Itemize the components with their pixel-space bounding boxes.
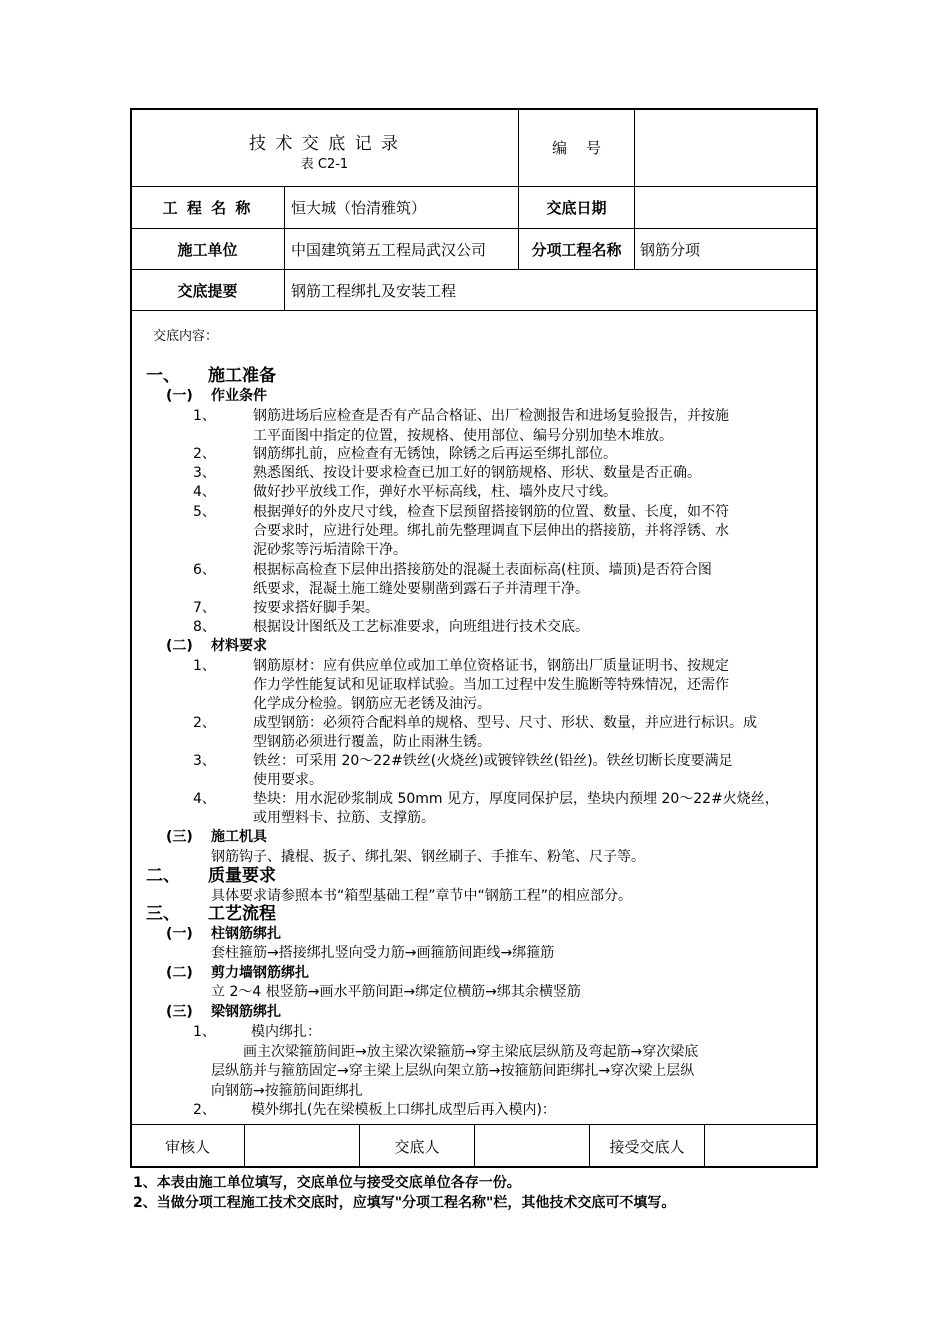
subsection-number: (一): [166, 388, 193, 404]
item-number: 2、: [193, 715, 216, 731]
subsection-number: (二): [166, 965, 193, 981]
item-text: 根据设计图纸及工艺标准要求，向班组进行技术交底。: [253, 619, 589, 635]
item-text: 根据弹好的外皮尺寸线，检查下层预留搭接钢筋的位置、数量、长度，如不符: [253, 504, 729, 520]
subsection-heading: 材料要求: [211, 638, 267, 654]
paragraph-text: 画主次梁箍筋间距→放主梁次梁箍筋→穿主梁底层纵筋及弯起筋→穿次梁底: [243, 1044, 699, 1060]
item-text: 按要求搭好脚手架。: [253, 600, 379, 616]
item-text: 成型钢筋：必须符合配料单的规格、型号、尺寸、形状、数量，并应进行标识。成: [253, 715, 757, 731]
section-number: 二、: [146, 866, 180, 886]
col-divider: [284, 186, 285, 310]
number-label: 编 号: [551, 139, 602, 157]
item-text: 钢筋原材：应有供应单位或加工单位资格证书，钢筋出厂质量证明书、按规定: [253, 658, 729, 674]
item-text-continued: 作力学性能复试和见证取样试验。当加工过程中发生脆断等特殊情况，还需作: [253, 677, 729, 693]
project-name-label: 工 程 名 称: [162, 199, 253, 217]
item-number: 1、: [193, 658, 216, 674]
paragraph-text: 具体要求请参照本书“箱型基础工程”章节中“钢筋工程”的相应部分。: [211, 888, 633, 904]
section-heading: 施工准备: [208, 366, 276, 386]
subsection-heading: 梁钢筋绑扎: [211, 1004, 281, 1020]
item-number: 5、: [193, 504, 216, 520]
presenter-label: 交底人: [394, 1137, 440, 1156]
section-number: 一、: [146, 366, 180, 386]
item-text: 根据标高检查下层伸出搭接筋处的混凝土表面标高(柱顶、墙顶)是否符合图: [253, 562, 712, 578]
item-number: 6、: [193, 562, 216, 578]
footnote: 2、当做分项工程施工技术交底时，应填写"分项工程名称"栏，其他技术交底可不填写。: [133, 1195, 676, 1211]
item-number: 2、: [193, 1102, 216, 1118]
row-divider: [131, 310, 817, 311]
item-text: 做好抄平放线工作，弹好水平标高线，柱、墙外皮尺寸线。: [253, 484, 617, 500]
footnote: 1、本表由施工单位填写，交底单位与接受交底单位各存一份。: [133, 1175, 521, 1191]
item-text-continued: 工平面图中指定的位置，按规格、使用部位、编号分别加垫木堆放。: [253, 428, 673, 444]
item-number: 3、: [193, 753, 216, 769]
item-text: 铁丝：可采用 20～22#铁丝(火烧丝)或镀锌铁丝(铅丝)。铁丝切断长度要满足: [253, 753, 733, 769]
item-text-continued: 型钢筋必须进行覆盖，防止雨淋生锈。: [253, 734, 491, 750]
subsection-heading: 施工机具: [211, 829, 267, 845]
item-text: 钢筋绑扎前，应检查有无锈蚀，除锈之后再运至绑扎部位。: [253, 446, 617, 462]
presenter-field[interactable]: [475, 1125, 589, 1167]
contractor-label: 施工单位: [177, 240, 238, 259]
subsection-heading: 柱钢筋绑扎: [211, 926, 281, 942]
item-number: 1、: [193, 1024, 216, 1040]
subsection-number: (一): [166, 926, 193, 942]
item-number: 7、: [193, 600, 216, 616]
item-text-continued: 合要求时，应进行处理。绑扎前先整理调直下层伸出的搭接筋，并将浮锈、水: [253, 523, 729, 539]
item-text: 钢筋进场后应检查是否有产品合格证、出厂检测报告和进场复验报告，并按施: [253, 408, 729, 424]
reviewer-field[interactable]: [245, 1125, 359, 1167]
section-heading: 工艺流程: [208, 904, 276, 924]
item-text-continued: 化学成分检验。钢筋应无老锈及油污。: [253, 696, 491, 712]
form-number: 表 C2-1: [300, 156, 349, 172]
subsection-number: (二): [166, 638, 193, 654]
paragraph-text: 向钢筋→按箍筋间距绑扎: [211, 1083, 363, 1099]
content-intro: 交底内容：: [153, 329, 219, 344]
section-number: 三、: [146, 904, 180, 924]
subsection-number: (三): [166, 1004, 193, 1020]
item-text-continued: 或用塑料卡、拉筋、支撑筋。: [253, 810, 435, 826]
item-number: 8、: [193, 619, 216, 635]
subsection-heading: 作业条件: [211, 388, 267, 404]
paragraph-text: 钢筋钩子、撬棍、扳子、绑扎架、钢丝刷子、手推车、粉笔、尺子等。: [211, 849, 645, 865]
receiver-label: 接受交底人: [609, 1137, 685, 1156]
subsection-number: (三): [166, 829, 193, 845]
subproject-value: 钢筋分项: [640, 240, 701, 259]
summary-label: 交底提要: [177, 281, 238, 300]
item-text-continued: 使用要求。: [253, 772, 323, 788]
project-name-value: 恒大城（怡清雅筑）: [291, 199, 427, 217]
item-number: 3、: [193, 465, 216, 481]
subsection-heading: 剪力墙钢筋绑扎: [211, 965, 309, 981]
date-label: 交底日期: [546, 199, 607, 217]
subproject-label: 分项工程名称: [531, 240, 622, 259]
item-text: 熟悉图纸、按设计要求检查已加工好的钢筋规格、形状、数量是否正确。: [253, 465, 701, 481]
item-number: 2、: [193, 446, 216, 462]
item-text: 模外绑扎(先在梁模板上口绑扎成型后再入模内)：: [251, 1102, 556, 1118]
paragraph-text: 套柱箍筋→搭接绑扎竖向受力筋→画箍筋间距线→绑箍筋: [211, 945, 555, 961]
reviewer-label: 审核人: [164, 1137, 210, 1156]
item-number: 4、: [193, 484, 216, 500]
date-field[interactable]: [636, 187, 816, 228]
item-number: 4、: [193, 791, 216, 807]
item-text: 模内绑扎：: [251, 1024, 321, 1040]
number-field[interactable]: [636, 109, 816, 186]
item-text-continued: 纸要求，混凝土施工缝处要剔凿到露石子并清理干净。: [253, 581, 589, 597]
item-number: 1、: [193, 408, 216, 424]
item-text-continued: 泥砂浆等污垢清除干净。: [253, 542, 407, 558]
item-text: 垫块：用水泥砂浆制成 50mm 见方，厚度同保护层，垫块内预埋 20～22#火烧丝，: [253, 791, 779, 807]
form-title: 技 术 交 底 记 录: [248, 133, 401, 154]
section-heading: 质量要求: [208, 866, 276, 886]
col-divider: [634, 109, 635, 269]
contractor-value: 中国建筑第五工程局武汉公司: [291, 240, 487, 259]
paragraph-text: 层纵筋并与箍筋固定→穿主梁上层纵向架立筋→按箍筋间距绑扎→穿次梁上层纵: [211, 1063, 695, 1079]
receiver-field[interactable]: [705, 1125, 816, 1167]
paragraph-text: 立 2～4 根竖筋→画水平筋间距→绑定位横筋→绑其余横竖筋: [211, 984, 581, 1000]
summary-value: 钢筋工程绑扎及安装工程: [291, 281, 457, 300]
